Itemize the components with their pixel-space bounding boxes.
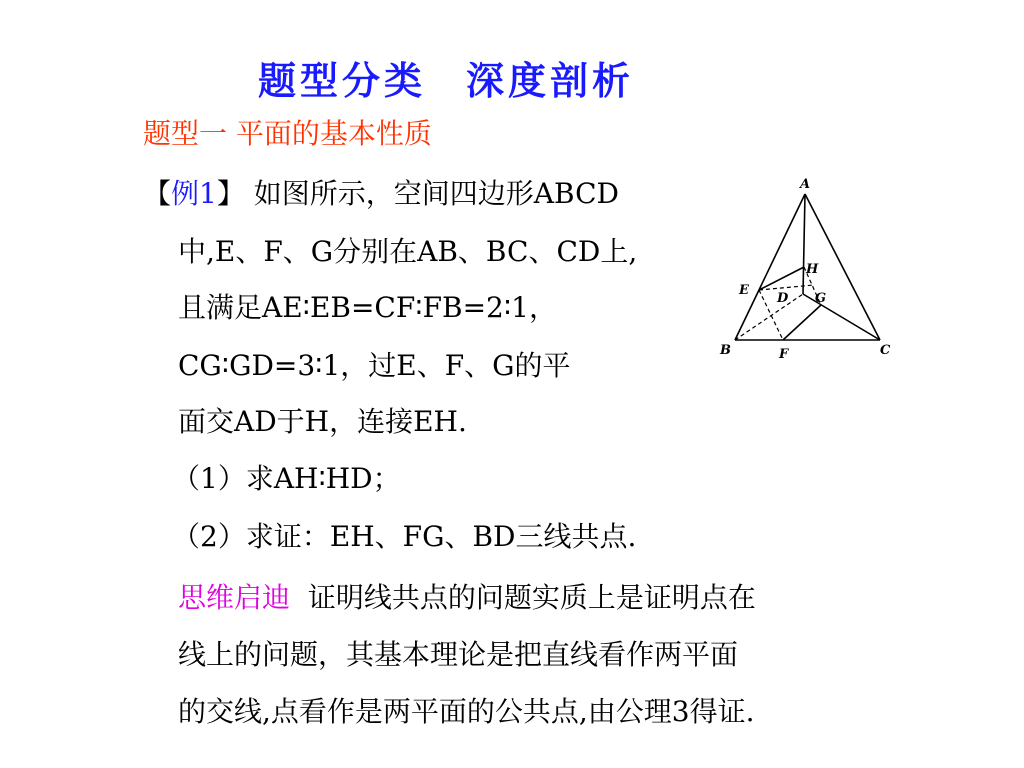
hint-text-line-2: 线上的问题，其基本理论是把直线看作两平面 xyxy=(178,638,739,671)
label-g: G xyxy=(815,291,827,306)
edge-ab xyxy=(735,194,805,340)
section-subtitle: 题型一 平面的基本性质 xyxy=(143,117,432,150)
hint-text-line-3: 的交线,点看作是两平面的公共点,由公理3得证. xyxy=(178,695,755,728)
label-f: F xyxy=(779,347,789,362)
label-h: H xyxy=(806,262,819,277)
example-text-line-1: 如图所示，空间四边形ABCD xyxy=(253,177,619,210)
label-d: D xyxy=(777,291,789,306)
question-2: （2）求证：EH、FG、BD三线共点. xyxy=(172,520,637,553)
tetrahedron-diagram xyxy=(715,172,900,367)
label-a: A xyxy=(800,177,811,192)
hint-line-1 xyxy=(178,576,756,616)
title-part-1: 题型分类 xyxy=(258,58,427,103)
label-b: B xyxy=(720,343,731,358)
question-1: （1）求AH∶HD； xyxy=(172,462,401,495)
example-text-line-3: 且满足AE∶EB=CF∶FB=2∶1， xyxy=(178,291,557,324)
edge-ad xyxy=(803,194,805,294)
hint-text-line-1: 证明线共点的问题实质上是证明点在 xyxy=(307,581,756,614)
example-bracket-open: 【 xyxy=(143,177,172,210)
example-text-line-4: CG∶GD=3∶1，过E、F、G的平 xyxy=(178,349,571,382)
segment-fg xyxy=(783,305,821,340)
example-line-1 xyxy=(143,172,619,212)
page-title xyxy=(258,50,634,105)
label-c: C xyxy=(880,343,891,358)
label-e: E xyxy=(739,283,749,298)
example-bracket-close: 】 xyxy=(216,177,245,210)
example-text-line-5: 面交AD于H，连接EH. xyxy=(178,405,467,438)
example-label: 例1 xyxy=(171,177,217,210)
title-part-2: 深度剖析 xyxy=(466,58,635,103)
example-text-line-2: 中,E、F、G分别在AB、BC、CD上, xyxy=(178,235,638,268)
hint-label: 思维启迪 xyxy=(178,581,291,614)
